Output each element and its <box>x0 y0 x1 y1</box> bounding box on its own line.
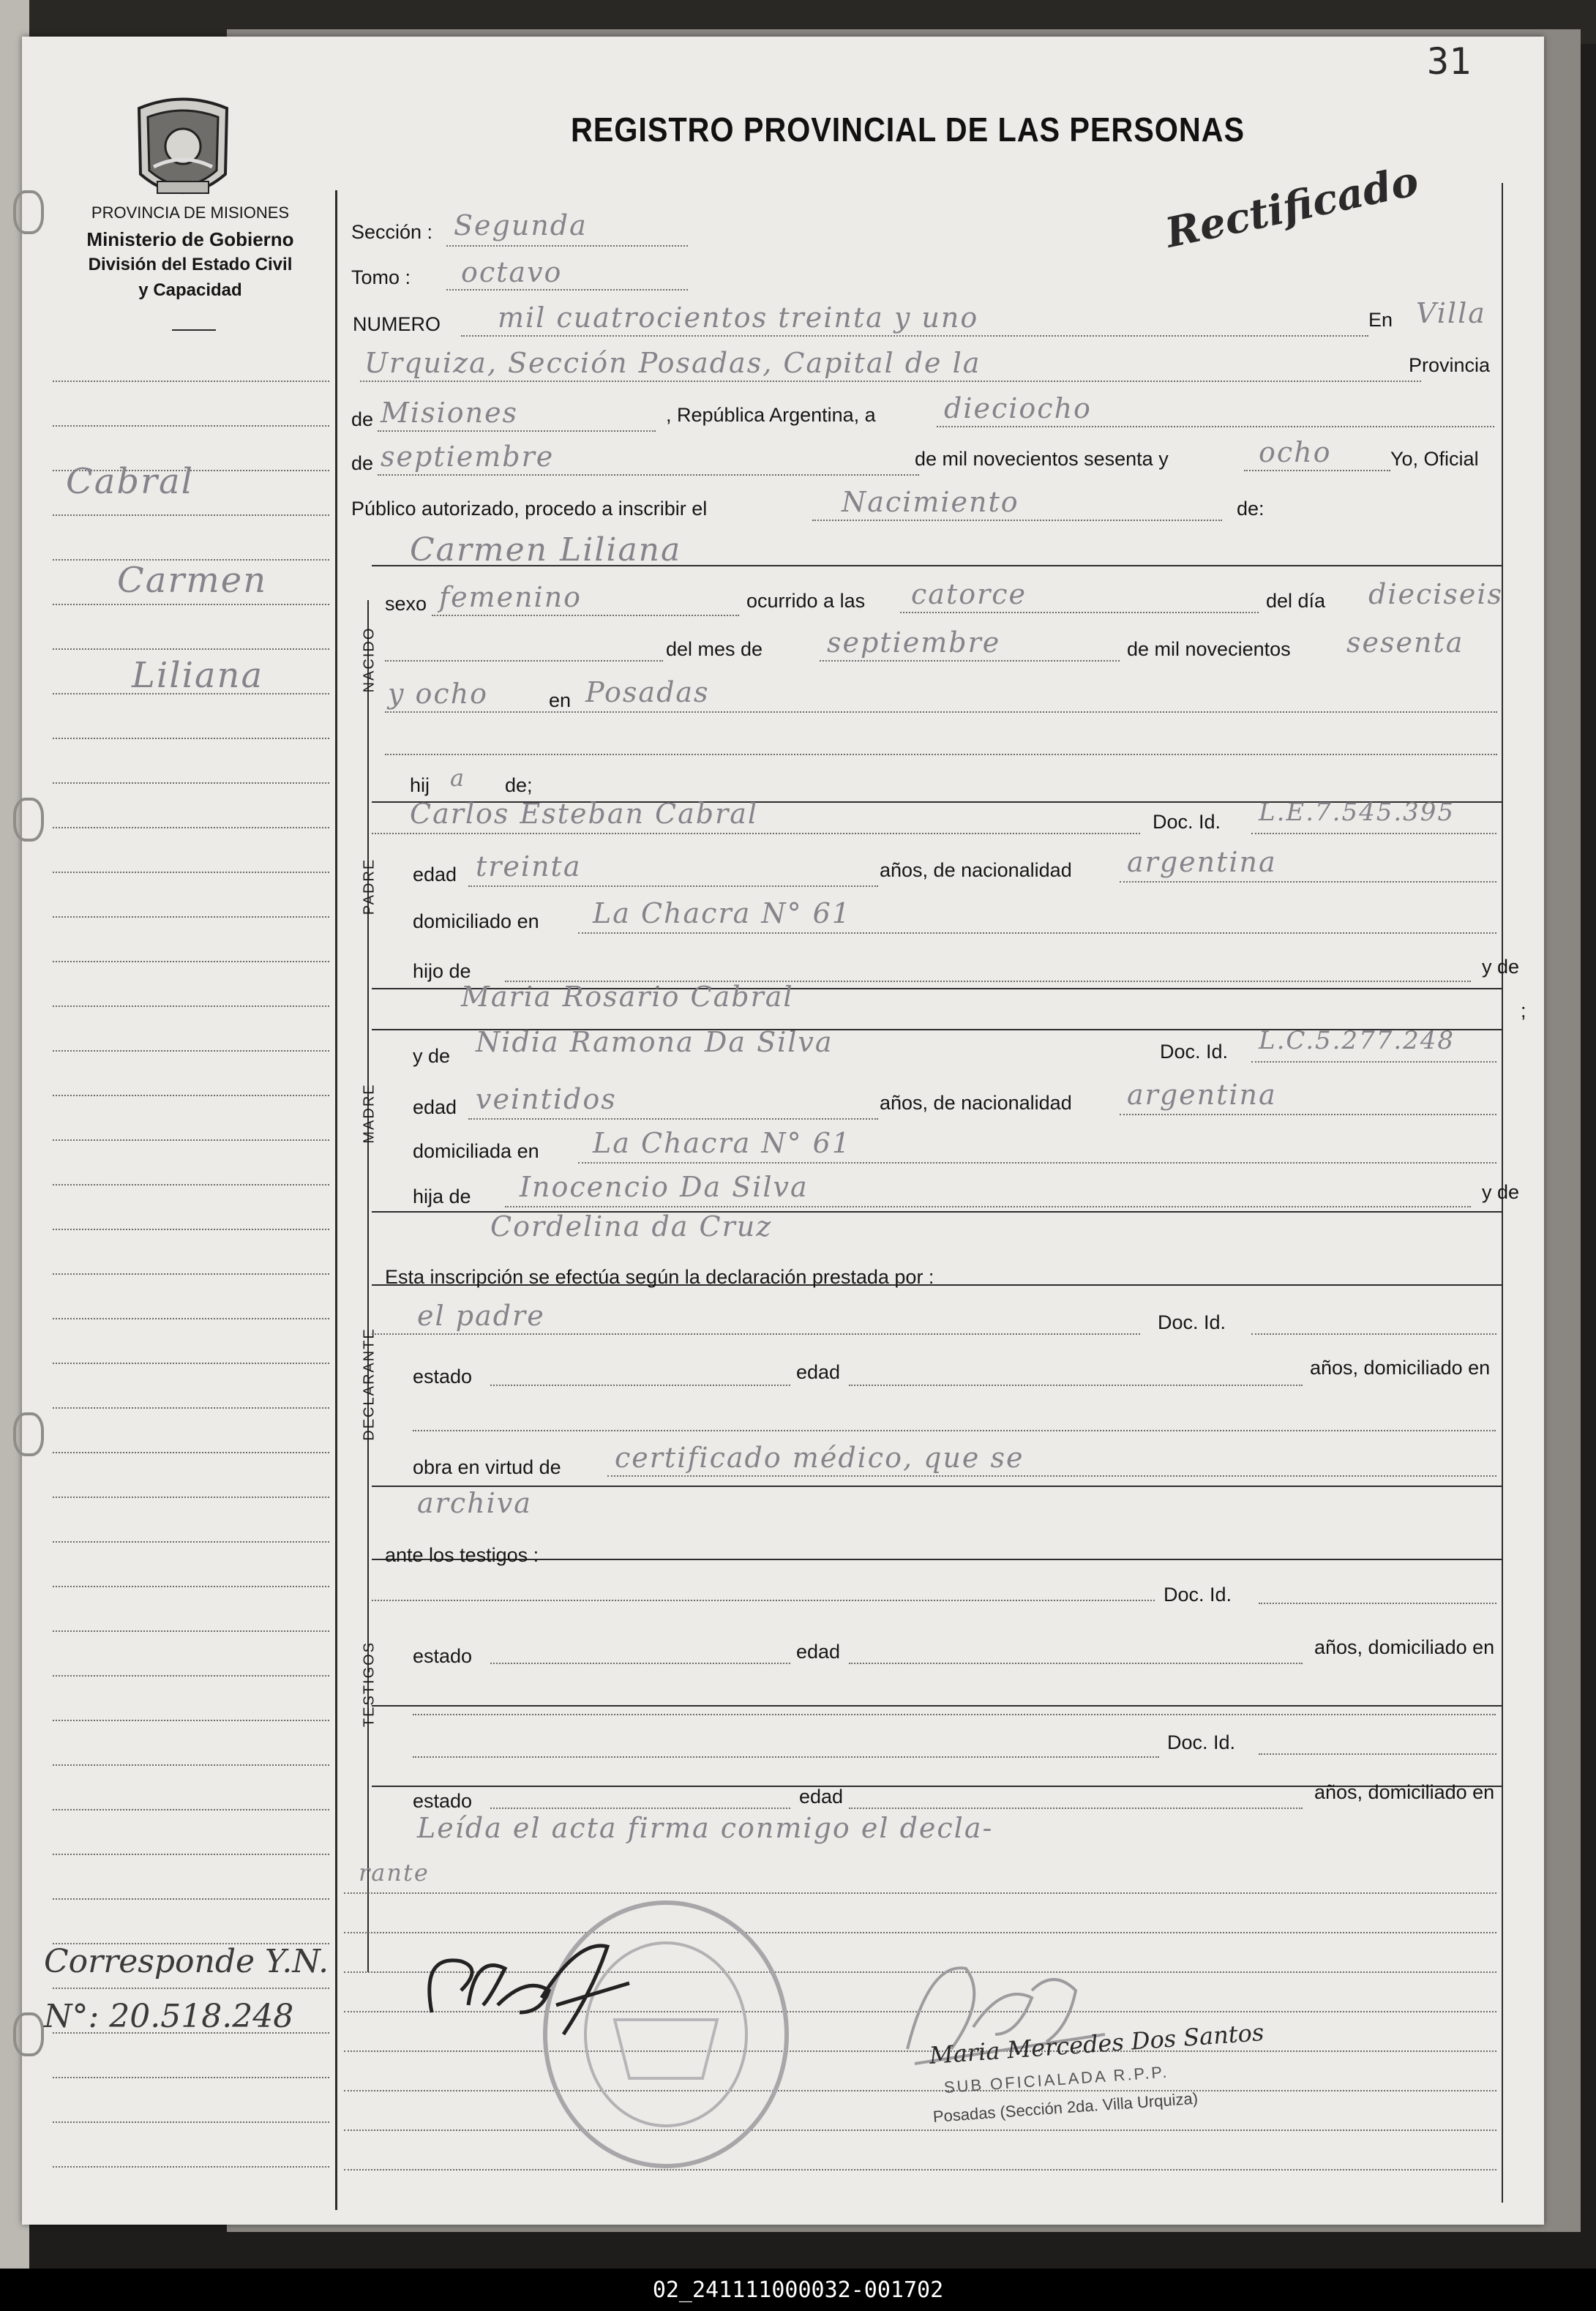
value-padre-nombre: Carlos Esteban Cabral <box>410 798 759 830</box>
rule-declarant-end <box>372 1486 1502 1487</box>
label-del-mes: del mes de <box>666 638 763 660</box>
label-declarante-anos: años, domiciliado en <box>1310 1357 1491 1379</box>
rectification-signature: Rectificado <box>1161 157 1423 258</box>
margin-ruled-line <box>53 425 329 427</box>
value-sexo: femenino <box>439 581 582 613</box>
bottom-ruled-line <box>344 2090 1496 2091</box>
value-madre-domicilio: La Chacra N° 61 <box>593 1127 852 1159</box>
label-republica: , República Argentina, a <box>666 404 876 426</box>
rule-under-witness1 <box>372 1559 1502 1560</box>
value-padre-edad: treinta <box>476 850 582 883</box>
margin-note-correspondence: Corresponde Y.N. <box>44 1943 329 1980</box>
label-de-semi: de; <box>505 774 533 796</box>
official-signature-left <box>417 1925 651 2049</box>
label-del-dia: del día <box>1266 590 1326 612</box>
value-ano: ocho <box>1259 436 1332 468</box>
file-id: 02_241111000032-001702 <box>652 2277 944 2303</box>
label-testigo2-anos: años, domiciliado en <box>1314 1781 1495 1803</box>
value-tomo: octavo <box>461 256 563 288</box>
section-label-testigos: TESTIGOS <box>361 1641 378 1728</box>
label-padre-y-de: y de <box>1482 956 1520 978</box>
label-padre-nac: años, de nacionalidad <box>880 859 1072 881</box>
margin-ruled-line <box>53 1630 329 1632</box>
section-label-madre: MADRE <box>361 1083 378 1144</box>
rule-under-witness2 <box>372 1705 1502 1707</box>
label-provincia: Provincia <box>1409 354 1491 376</box>
margin-ruled-line <box>53 961 329 962</box>
label-madre-nac: años, de nacionalidad <box>880 1092 1072 1114</box>
section-label-declarante: DECLARANTE <box>361 1327 378 1441</box>
label-padre-hijo-de: hijo de <box>413 960 471 982</box>
provincial-seal-icon <box>132 94 234 211</box>
certificate-page <box>22 37 1544 2225</box>
label-madre-hija-de: hija de <box>413 1186 471 1207</box>
label-de-mil2: de mil novecientos <box>1127 638 1291 660</box>
margin-ruled-line <box>53 1407 329 1409</box>
value-del-dia: dieciseis <box>1368 578 1504 610</box>
value-documento: Nacimiento <box>842 486 1019 518</box>
binder-ring-icon <box>13 2012 44 2056</box>
margin-ruled-line <box>53 1005 329 1007</box>
value-nombre: Carmen Liliana <box>410 531 682 569</box>
value-numero: mil cuatrocientos treinta y uno <box>498 301 979 334</box>
margin-note-name1: Carmen <box>117 560 268 601</box>
label-esta-inscripcion: Esta inscripción se efectúa según la declaración prestada por : <box>385 1266 934 1288</box>
org-ministry: Ministerio de Gobierno <box>86 228 294 250</box>
value-abuelos-paternos: Maria Rosario Cabral <box>461 981 794 1013</box>
label-testigo2-doc: Doc. Id. <box>1167 1731 1236 1753</box>
label-ante-testigos: ante los testigos : <box>385 1544 539 1566</box>
value-abuelo-materno: Inocencio Da Silva <box>520 1171 809 1203</box>
section-left-border <box>367 600 369 1972</box>
label-padre-doc: Doc. Id. <box>1153 811 1221 833</box>
margin-ruled-line <box>53 1898 329 1900</box>
label-de-province: de <box>351 408 374 430</box>
bottom-ruled-line <box>344 2130 1496 2131</box>
value-declarante: el padre <box>417 1300 545 1332</box>
value-anio-nac2: y ocho <box>388 678 489 710</box>
label-madre-domicilio: domiciliada en <box>413 1140 539 1162</box>
value-del-mes: septiembre <box>827 626 1001 659</box>
label-testigo1-doc: Doc. Id. <box>1164 1584 1232 1606</box>
margin-ruled-line <box>53 1809 329 1810</box>
value-province: Misiones <box>381 397 519 429</box>
label-padre-edad: edad <box>413 864 457 885</box>
bottom-ruled-line <box>344 1892 1496 1894</box>
value-cierre2: rante <box>359 1859 430 1887</box>
margin-ruled-line <box>53 1452 329 1453</box>
label-madre-edad: edad <box>413 1096 457 1118</box>
org-capacity: y Capacidad <box>138 280 242 300</box>
value-madre-nacionalidad: argentina <box>1127 1079 1277 1111</box>
value-padre-doc: L.E.7.545.395 <box>1259 798 1455 827</box>
label-declarante-estado: estado <box>413 1366 473 1387</box>
label-de-mes: de <box>351 452 374 474</box>
margin-ruled-line <box>53 872 329 873</box>
value-place-line2: Urquiza, Sección Posadas, Capital de la <box>364 347 981 379</box>
margin-ruled-line <box>53 1675 329 1677</box>
margin-ruled-line <box>53 827 329 828</box>
label-tomo: Tomo : <box>351 266 411 288</box>
value-abuela-materna: Cordelina da Cruz <box>490 1210 773 1243</box>
bottom-ruled-line <box>344 2169 1496 2170</box>
label-sexo: sexo <box>385 593 427 615</box>
margin-note-name2: Liliana <box>132 655 264 696</box>
value-obra-virtud2: archiva <box>417 1487 532 1519</box>
file-id-bar <box>0 2269 1596 2311</box>
org-province: PROVINCIA DE MISIONES <box>91 203 290 222</box>
label-madre-y-de: y de <box>413 1045 451 1067</box>
value-madre-edad: veintidos <box>476 1083 617 1115</box>
value-mes: septiembre <box>381 441 555 473</box>
value-padre-nacionalidad: argentina <box>1127 846 1277 878</box>
value-dia: dieciocho <box>944 392 1092 424</box>
value-seccion: Segunda <box>454 209 588 241</box>
margin-ruled-line <box>53 604 329 605</box>
margin-ruled-line <box>53 1229 329 1230</box>
margin-ruled-line <box>53 2077 329 2078</box>
label-testigo1-anos: años, domiciliado en <box>1314 1636 1495 1658</box>
signature-name: Maria Mercedes Dos Santos <box>928 2018 1265 2070</box>
label-madre-doc: Doc. Id. <box>1160 1041 1229 1063</box>
label-testigo1-edad: edad <box>796 1641 841 1663</box>
value-padre-domicilio: La Chacra N° 61 <box>593 897 852 929</box>
main-left-border <box>335 190 337 2210</box>
margin-note-surname: Cabral <box>66 461 194 502</box>
margin-ruled-line <box>53 1139 329 1141</box>
margin-ruled-line <box>53 648 329 650</box>
margin-ruled-line <box>53 1273 329 1275</box>
label-madre-y-de2: y de <box>1482 1181 1520 1203</box>
document-title: REGISTRO PROVINCIAL DE LAS PERSONAS <box>571 111 1245 149</box>
label-de-colon: de: <box>1237 498 1265 520</box>
margin-ruled-line <box>53 782 329 784</box>
label-padre-domicilio: domiciliado en <box>413 910 539 932</box>
margin-ruled-line <box>53 738 329 739</box>
label-declarante-edad: edad <box>796 1361 841 1383</box>
label-seccion: Sección : <box>351 221 433 243</box>
signature-location: Posadas (Sección 2da. Villa Urquiza) <box>932 2089 1199 2126</box>
value-madre-doc: L.C.5.277.248 <box>1259 1026 1455 1055</box>
label-numero: NUMERO <box>353 313 441 335</box>
margin-ruled-line <box>53 2166 329 2168</box>
value-hora: catorce <box>911 578 1027 610</box>
page-number: 31 <box>1427 40 1472 83</box>
org-division: División del Estado Civil <box>88 255 293 274</box>
label-de-mil: de mil novecientos sesenta y <box>915 448 1169 470</box>
section-label-padre: PADRE <box>361 858 378 915</box>
margin-ruled-line <box>53 381 329 382</box>
value-cierre: Leída el acta firma conmigo el decla- <box>417 1812 994 1844</box>
value-obra-virtud: certificado médico, que se <box>615 1442 1024 1474</box>
value-lugar: Posadas <box>585 676 710 708</box>
label-declarante-doc: Doc. Id. <box>1158 1311 1226 1333</box>
margin-ruled-line <box>53 1050 329 1052</box>
margin-ruled-line <box>53 1854 329 1855</box>
label-yo-oficial: Yo, Oficial <box>1390 448 1479 470</box>
margin-ruled-line <box>53 1720 329 1721</box>
margin-ruled-line <box>53 1318 329 1319</box>
binder-ring-icon <box>13 1412 44 1456</box>
signature-office: SUB OFICIALADA R.P.P. <box>943 2062 1170 2097</box>
label-testigo1-estado: estado <box>413 1645 473 1667</box>
margin-ruled-line <box>53 1541 329 1543</box>
label-en-lugar: en <box>549 689 572 711</box>
label-testigo2-edad: edad <box>799 1786 844 1808</box>
margin-ruled-line <box>53 1586 329 1587</box>
label-publico: Público autorizado, procedo a inscribir el <box>351 498 708 520</box>
value-anio-nac: sesenta <box>1346 626 1464 659</box>
value-hij-suffix: a <box>450 764 466 792</box>
binder-ring-icon <box>13 798 44 842</box>
margin-ruled-line <box>53 1184 329 1186</box>
label-en: En <box>1368 309 1393 331</box>
label-obra-virtud: obra en virtud de <box>413 1456 561 1478</box>
margin-ruled-line <box>53 916 329 918</box>
margin-note-doc-number: N°: 20.518.248 <box>44 1998 294 2035</box>
value-en-place: Villa <box>1416 297 1486 329</box>
label-hij: hij <box>410 774 430 796</box>
label-ocurrido: ocurrido a las <box>746 590 866 612</box>
margin-ruled-line <box>53 1764 329 1766</box>
section-label-nacido: NACIDO <box>361 626 378 693</box>
label-semicolon: ; <box>1521 1000 1526 1022</box>
margin-ruled-line <box>53 2121 329 2123</box>
margin-ruled-line <box>53 1363 329 1364</box>
org-divider <box>172 329 216 331</box>
label-testigo2-estado: estado <box>413 1790 473 1812</box>
margin-ruled-line <box>53 514 329 516</box>
margin-ruled-line <box>53 1095 329 1096</box>
margin-ruled-line <box>53 1497 329 1498</box>
value-madre-nombre: Nidia Ramona Da Silva <box>476 1026 833 1058</box>
margin-ruled-line <box>53 1988 329 1989</box>
